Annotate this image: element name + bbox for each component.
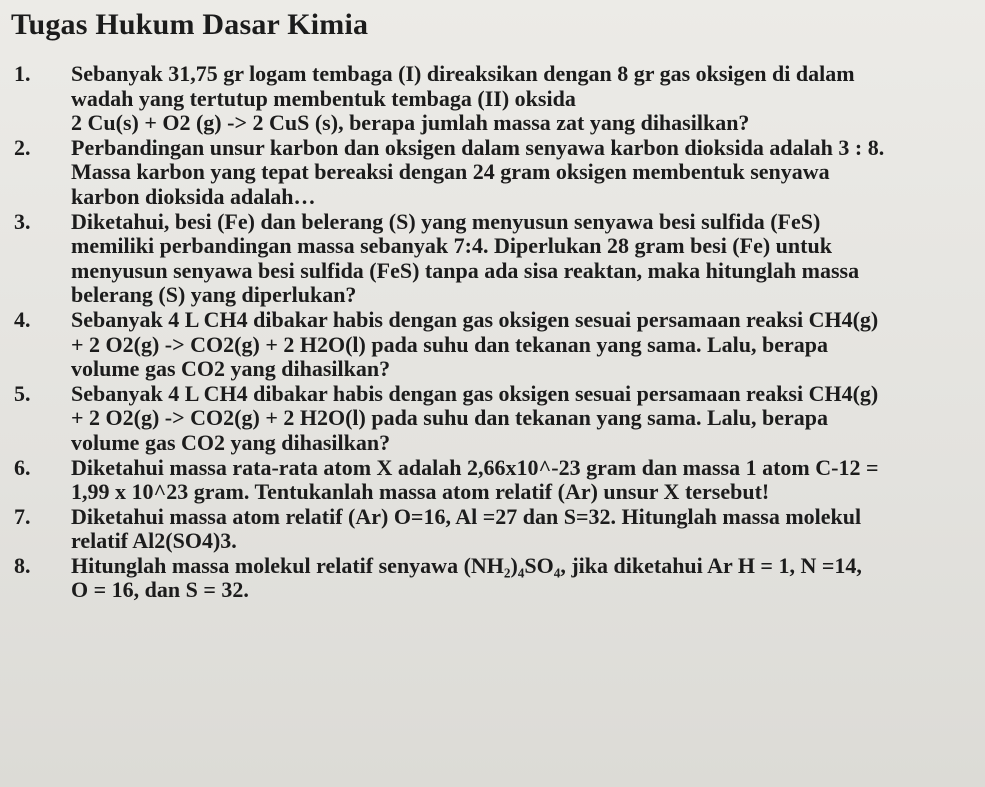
question-item [14, 62, 969, 136]
question-text-line: Perbandingan unsur karbon dan oksigen dalam senyawa karbon dioksida adalah 3 : 8. [71, 134, 885, 160]
question-item [14, 456, 969, 505]
question-text-line: karbon dioksida adalah… [71, 183, 316, 209]
question-number: 7. [14, 503, 31, 529]
page-title: Tugas Hukum Dasar Kimia [11, 8, 369, 41]
question-list [14, 62, 969, 603]
question-text-line: relatif Al2(SO4)3. [71, 528, 237, 554]
question-text-line: Diketahui massa atom relatif (Ar) O=16, Al =27 dan S=32. Hitunglah massa molekul [71, 503, 862, 529]
question-text-line: + 2 O2(g) -> CO2(g) + 2 H2O(l) pada suhu dan tekanan yang sama. Lalu, berapa [71, 405, 828, 431]
question-item [14, 136, 969, 210]
question-number: 8. [14, 552, 31, 578]
question-number: 6. [14, 454, 31, 480]
question-text-line: memiliki perbandingan massa sebanyak 7:4. Diperlukan 28 gram besi (Fe) untuk [71, 233, 832, 259]
question-text-line: Sebanyak 4 L CH4 dibakar habis dengan gas oksigen sesuai persamaan reaksi CH4(g) [71, 306, 879, 332]
question-item [14, 554, 969, 603]
question-text-line: menyusun senyawa besi sulfida (FeS) tanpa ada sisa reaktan, maka hitunglah massa [71, 257, 860, 283]
question-number: 2. [14, 134, 31, 160]
question-item [14, 505, 969, 554]
question-item [14, 308, 969, 382]
question-text-line: + 2 O2(g) -> CO2(g) + 2 H2O(l) pada suhu dan tekanan yang sama. Lalu, berapa [71, 331, 828, 357]
question-text-line: wadah yang tertutup membentuk tembaga (II) oksida [71, 85, 576, 111]
question-number: 3. [14, 208, 31, 234]
question-text-line: Hitunglah massa molekul relatif senyawa (NH₂)₄SO₄, jika diketahui Ar H = 1, N =14, [71, 552, 862, 578]
question-number: 4. [14, 306, 31, 332]
question-number: 5. [14, 380, 31, 406]
question-text-line: volume gas CO2 yang dihasilkan? [71, 356, 391, 382]
question-text-line: 2 Cu(s) + O2 (g) -> 2 CuS (s), berapa jumlah massa zat yang dihasilkan? [71, 110, 750, 136]
question-item [14, 382, 969, 456]
question-text-line: Massa karbon yang tepat bereaksi dengan 24 gram oksigen membentuk senyawa [71, 159, 830, 185]
question-text-line: Sebanyak 4 L CH4 dibakar habis dengan gas oksigen sesuai persamaan reaksi CH4(g) [71, 380, 879, 406]
question-text-line: Diketahui massa rata-rata atom X adalah 2,66x10^-23 gram dan massa 1 atom C-12 = [71, 454, 879, 480]
question-text-line: volume gas CO2 yang dihasilkan? [71, 429, 391, 455]
question-text-line: O = 16, dan S = 32. [71, 577, 249, 603]
question-item [14, 210, 969, 308]
question-text-line: belerang (S) yang diperlukan? [71, 282, 357, 308]
question-number: 1. [14, 61, 31, 86]
question-text-line: Sebanyak 31,75 gr logam tembaga (I) direaksikan dengan 8 gr gas oksigen di dalam [71, 61, 855, 86]
question-text-line: 1,99 x 10^23 gram. Tentukanlah massa atom relatif (Ar) unsur X tersebut! [71, 479, 770, 505]
question-text-line: Diketahui, besi (Fe) dan belerang (S) yang menyusun senyawa besi sulfida (FeS) [71, 208, 821, 234]
